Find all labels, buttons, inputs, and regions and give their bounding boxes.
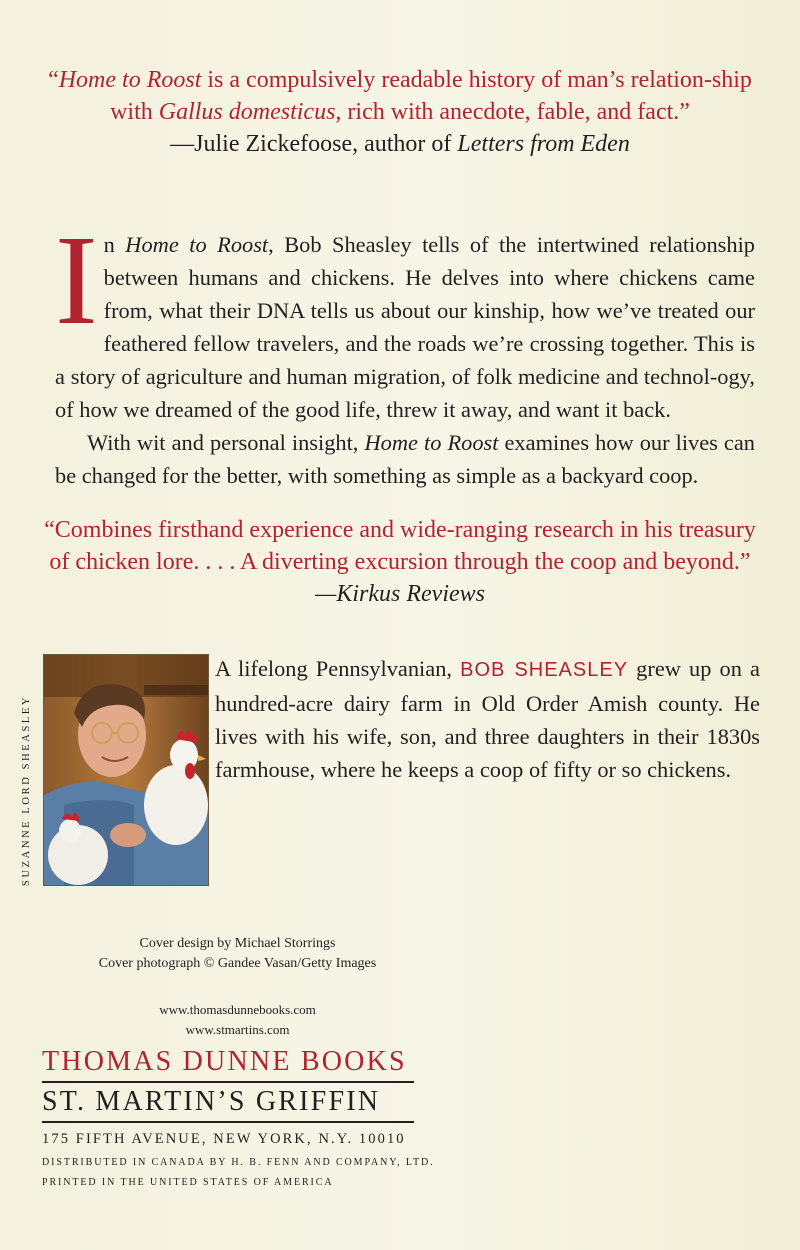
kirkus-review-blurb [40,514,760,610]
p1-title: Home to Roost [125,232,269,257]
blurb-attribution [170,131,630,157]
description-paragraph-2 [55,426,755,492]
p1-start: n [103,232,126,257]
p1-text: , Bob Sheasley tells of the intertwined relationship between humans and chickens. He delves into where chickens came from, what their DNA tells us about our kinship, how we’ve treated our feathered fellow travelers, and the roads we’re crossing together. This is a story of agriculture and human migration, of folk medicine and technol-ogy, of how we dreamed of the good life, threw it away, and want it back. [55,232,755,422]
bio-start: A lifelong Pennsylvanian, [215,656,461,681]
blurb-text-end: rich with anecdote, fable, and fact.” [341,99,690,125]
author-name: BOB SHEASLEY [460,659,629,681]
publisher-block [42,1045,435,1188]
book-title: Home to Roost [58,67,202,93]
url-stmartins[interactable]: www.stmartins.com [185,1022,290,1037]
drop-cap: I [55,209,98,351]
divider-rule [42,1121,414,1123]
url-thomasdunnebooks[interactable]: www.thomasdunnebooks.com [159,1002,316,1017]
kirkus-quote: “Combines firsthand experience and wide-ranging research in his treasury of chicken lore. . . . A diverting excursion through the coop and beyond.” [44,517,756,575]
printed-notice: PRINTED IN THE UNITED STATES OF AMERICA [42,1177,334,1188]
open-quote: “ [48,67,59,93]
description-paragraph-1 [55,209,755,426]
cover-design-credit: Cover design by Michael Storrings [139,936,336,951]
p2-start: With wit and personal insight, [87,430,365,455]
kirkus-attribution: —Kirkus Reviews [315,581,485,607]
photo-credit: SUZANNE LORD SHEASLEY [21,694,32,886]
cover-photo-credit: Cover photograph © Gandee Vasan/Getty Images [98,956,377,971]
author-photo-illustration [44,655,208,885]
attribution-prefix: —Julie Zickefoose, author of [170,131,458,157]
divider-rule [42,1081,414,1083]
author-bio [215,652,760,786]
species-name: Gallus domesticus, [158,99,342,125]
bio-rest: grew up on a hundred-acre dairy farm in Old Order Amish county. He lives with his wife, son, and three daughters in their 1830s farmhouse, where he keeps a coop of fifty or so chickens. [215,656,760,782]
cover-credits [40,934,435,974]
imprint-thomas-dunne: THOMAS DUNNE BOOKS [42,1046,407,1077]
book-description [55,209,756,492]
top-review-blurb [40,64,760,160]
p2-title: Home to Roost [364,430,499,455]
p2-text: examines how our lives can be changed for the better, with something as simple as a backyard coop. [55,430,756,488]
imprint-st-martins-griffin: ST. MARTIN’S GRIFFIN [42,1086,381,1117]
author-photo [43,654,209,886]
publisher-address: 175 FIFTH AVENUE, NEW YORK, N.Y. 10010 [42,1131,406,1147]
blurb-text: is a compulsively readable history of man’s relation-ship with [110,67,752,125]
attribution-work: Letters from Eden [457,131,630,157]
publisher-urls [40,1000,435,1040]
distribution-notice: DISTRIBUTED IN CANADA BY H. B. FENN AND COMPANY, LTD. [42,1157,435,1168]
